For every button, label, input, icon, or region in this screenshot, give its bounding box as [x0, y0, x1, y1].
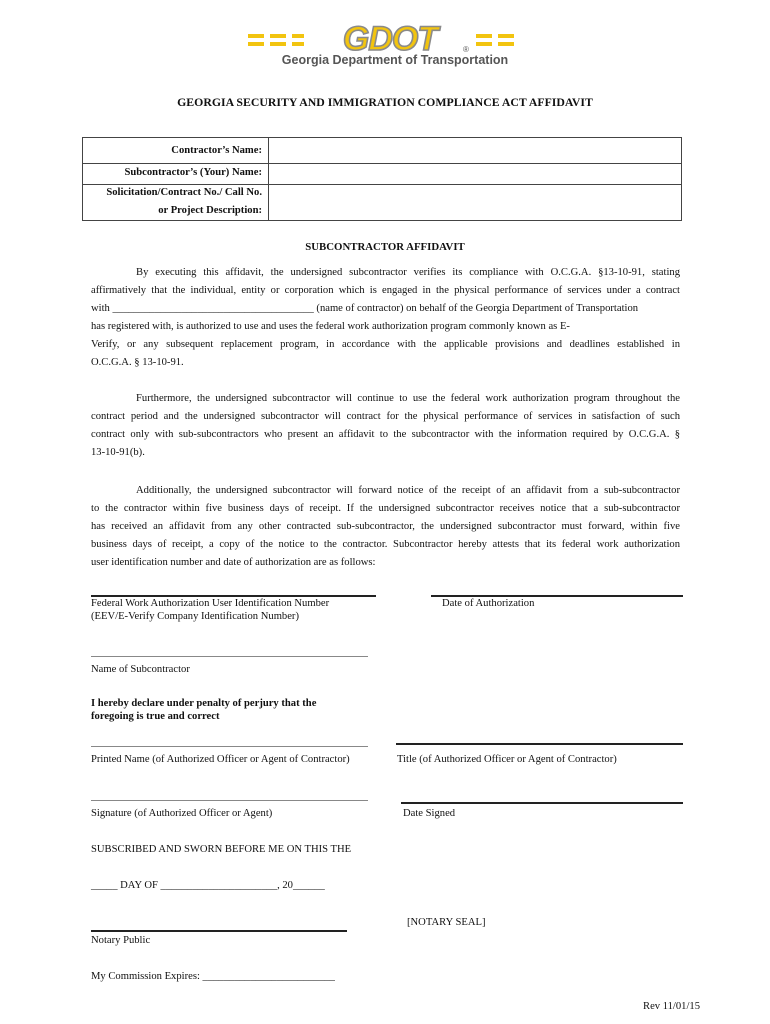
- subcontractor-name-field[interactable]: [273, 166, 673, 180]
- paragraph-line: 13-10-91(b).: [91, 447, 145, 458]
- subcontractor-name-label: Subcontractor’s (Your) Name:: [124, 167, 262, 178]
- notary-seal: [NOTARY SEAL]: [407, 917, 486, 928]
- registered-mark: ®: [463, 45, 469, 54]
- table-divider: [268, 138, 269, 220]
- paragraph-line: with ______________________________________ (name of contractor) on behalf of the Georgia Department of Transportation: [91, 303, 639, 314]
- paragraph-line: has received an affidavit from any other contracted sub-subcontractor, the undersigned subcontractor must forward, within five: [91, 521, 680, 532]
- paragraph-notice: [91, 482, 680, 572]
- gdot-logo: [244, 20, 534, 70]
- date-signed-line[interactable]: [401, 802, 683, 804]
- paragraph-line: Additionally, the undersigned subcontractor will forward notice of the receipt of an affidavit from a sub-subcontractor: [136, 485, 680, 496]
- paragraph-line: By executing this affidavit, the undersigned subcontractor verifies its compliance with O.C.G.A. §13-10-91, stating: [136, 267, 680, 278]
- perjury-declaration-cont: foregoing is true and correct: [91, 711, 220, 722]
- solicitation-field[interactable]: [273, 195, 673, 209]
- revision-date: Rev 11/01/15: [643, 1001, 700, 1012]
- fwa-number-label: Federal Work Authorization User Identification Number: [91, 598, 330, 609]
- logo-caption: Georgia Department of Transportation: [281, 53, 509, 67]
- commission-expires[interactable]: My Commission Expires: _________________________: [91, 971, 335, 982]
- paragraph-line: Furthermore, the undersigned subcontractor will continue to use the federal work authorization program throughout the: [136, 393, 680, 404]
- fwa-number-sublabel: (EEV/E-Verify Company Identification Number): [91, 611, 299, 622]
- paragraph-line: user identification number and date of authorization are as follows:: [91, 557, 376, 568]
- document-title: GEORGIA SECURITY AND IMMIGRATION COMPLIANCE ACT AFFIDAVIT: [177, 95, 593, 109]
- paragraph-line: has registered with, is authorized to use and uses the federal work authorization program commonly known as E-: [91, 321, 570, 332]
- info-table: [82, 137, 682, 221]
- paragraph-line: contract only with sub-subcontractors who present an affidavit to the subcontractor with the information required by O.C.G.A. §: [91, 429, 680, 440]
- paragraph-compliance: [91, 264, 680, 372]
- paragraph-line: affirmatively that the individual, entity or corporation which is engaged in the physical performance of services under a contract: [91, 285, 680, 296]
- date-authorization-label: Date of Authorization: [442, 598, 535, 609]
- signature-line[interactable]: [91, 800, 368, 801]
- signature-label: Signature (of Authorized Officer or Agent): [91, 808, 273, 819]
- table-row-divider: [83, 163, 681, 164]
- sworn-day-line[interactable]: _____ DAY OF ______________________, 20______: [91, 880, 325, 891]
- paragraph-continuation: [91, 390, 680, 462]
- printed-name-label: Printed Name (of Authorized Officer or Agent of Contractor): [91, 754, 350, 765]
- sworn-statement: SUBSCRIBED AND SWORN BEFORE ME ON THIS THE: [91, 844, 352, 855]
- subcontractor-name-caption: Name of Subcontractor: [91, 664, 190, 675]
- printed-name-line[interactable]: [91, 746, 368, 747]
- notary-signature-line[interactable]: [91, 930, 347, 932]
- logo-wordmark: GDOT: [342, 20, 438, 56]
- section-heading: SUBCONTRACTOR AFFIDAVIT: [305, 241, 465, 253]
- gdot-logo-mark: [244, 20, 534, 56]
- paragraph-line: to the contractor within five business days of receipt. If the undersigned subcontractor receives notice that a sub-subcontractor: [91, 503, 680, 514]
- paragraph-line: business days of receipt, a copy of the notice to the contractor. Subcontractor hereby attests that its federal work authorization: [91, 539, 680, 550]
- project-description-label: or Project Description:: [158, 205, 262, 216]
- date-signed-label: Date Signed: [403, 808, 456, 819]
- table-row-divider: [83, 184, 681, 185]
- title-line[interactable]: [396, 743, 683, 745]
- contractor-name-field[interactable]: [273, 144, 673, 158]
- perjury-declaration: I hereby declare under penalty of perjury that the: [91, 698, 317, 709]
- title-label: Title (of Authorized Officer or Agent of Contractor): [397, 754, 617, 765]
- subcontractor-name-line[interactable]: [91, 656, 368, 657]
- paragraph-line: contract period and the undersigned subcontractor will contract for the physical performance of services in satisfaction of such: [91, 411, 680, 422]
- notary-public-label: Notary Public: [91, 935, 151, 946]
- contractor-name-label: Contractor’s Name:: [171, 145, 262, 156]
- paragraph-line: Verify, or any subsequent replacement program, in accordance with the applicable provisions and deadlines established in: [91, 339, 680, 350]
- paragraph-line: O.C.G.A. § 13-10-91.: [91, 357, 184, 368]
- solicitation-label: Solicitation/Contract No./ Call No.: [106, 187, 262, 198]
